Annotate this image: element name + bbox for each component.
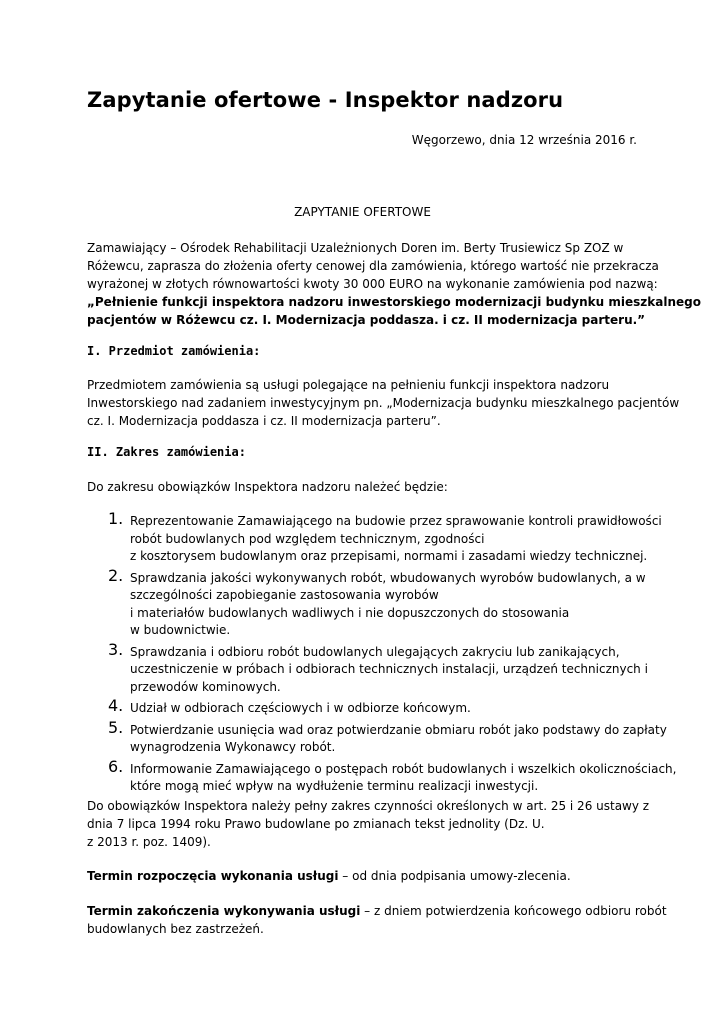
- start-term-text: – od dnia podpisania umowy-zlecenia.: [338, 869, 571, 883]
- list-item-line: wynagrodzenia Wykonawcy robót.: [130, 740, 336, 754]
- start-term-label: Termin rozpoczęcia wykonania usługi: [87, 869, 339, 883]
- document-date: Węgorzewo, dnia 12 września 2016 r.: [411, 133, 637, 147]
- list-item-line: Reprezentowanie Zamawiającego na budowie przez sprawowanie kontroli prawidłowości: [130, 514, 662, 528]
- section-1-line: Inwestorskiego nad zadaniem inwestycyjnym pn. „Modernizacja budynku mieszkalnego pacjentów: [87, 396, 680, 410]
- list-item: [100, 756, 677, 796]
- list-item-line: Sprawdzania jakości wykonywanych robót, wbudowanych wyrobów budowlanych, a w: [130, 570, 646, 585]
- list-item-number: 3.: [108, 639, 124, 659]
- intro-line: Zamawiający – Ośrodek Rehabilitacji Uzależnionych Doren im. Berty Trusiewicz Sp ZOZ w: [87, 241, 624, 255]
- scope-note-line: dnia 7 lipca 1994 roku Prawo budowlane po zmianach tekst jednolity (Dz. U.: [87, 817, 545, 831]
- section-1-line: Przedmiotem zamówienia są usługi polegające na pełnieniu funkcji inspektora nadzoru: [87, 378, 610, 392]
- section-1-heading: I. Przedmiot zamówienia:: [87, 344, 261, 358]
- end-term-paragraph: [87, 902, 667, 938]
- end-term-text: – z dniem potwierdzenia końcowego odbioru robót: [360, 904, 667, 918]
- list-item-line: robót budowlanych pod względem technicznym, zgodności: [130, 531, 485, 546]
- scope-note-paragraph: [87, 797, 650, 851]
- scope-note-line: z 2013 r. poz. 1409).: [87, 835, 211, 849]
- list-item-line: uczestniczenie w próbach i odbiorach technicznych instalacji, urządzeń technicznych i: [130, 662, 648, 676]
- list-item-number: 6.: [108, 756, 124, 776]
- scope-note-line: Do obowiązków Inspektora należy pełny zakres czynności określonych w art. 25 i 26 ustawy z: [87, 799, 650, 813]
- list-item-line: w budownictwie.: [130, 623, 231, 637]
- section-2-intro: Do zakresu obowiązków Inspektora nadzoru należeć będzie:: [87, 480, 448, 494]
- list-item-line: szczególności zapobieganie zastosowania wyrobów: [130, 588, 439, 602]
- list-item: [100, 639, 660, 697]
- list-item-line: Sprawdzania i odbioru robót budowlanych ulegających zakryciu lub zanikających,: [130, 644, 620, 659]
- list-item: [100, 565, 660, 640]
- list-item: [100, 696, 660, 718]
- end-term-text-continued: budowlanych bez zastrzeżeń.: [87, 922, 264, 936]
- section-1-paragraph: [87, 376, 680, 430]
- list-item-line: Informowanie Zamawiającego o postępach robót budowlanych i wszelkich okolicznościach,: [130, 761, 677, 776]
- list-item-number: 4.: [108, 696, 124, 715]
- document-title: Zapytanie ofertowe - Inspektor nadzoru: [87, 88, 564, 112]
- list-item-line: przewodów kominowych.: [130, 679, 281, 694]
- intro-line: Różewcu, zaprasza do złożenia oferty cenowej dla zamówienia, którego wartość nie przekracza: [87, 259, 659, 273]
- section-1-line: cz. I. Modernizacja poddasza i cz. II modernizacja parteru”.: [87, 414, 441, 428]
- list-item-number: 5.: [108, 717, 124, 737]
- list-item-line: które mogą mieć wpływ na wydłużenie terminu realizacji inwestycji.: [130, 779, 539, 793]
- intro-line: wyrażonej w złotych równowartości kwoty 30 000 EURO na wykonanie zamówienia pod nazwą:: [87, 277, 658, 291]
- section-2-heading: II. Zakres zamówienia:: [87, 445, 246, 459]
- list-item-line: Potwierdzanie usunięcia wad oraz potwierdzanie obmiaru robót jako podstawy do zapłaty: [130, 722, 667, 737]
- list-item-line: i materiałów budowlanych wadliwych i nie dopuszczonych do stosowania: [130, 605, 570, 620]
- section-heading-main: ZAPYTANIE OFERTOWE: [294, 205, 431, 219]
- end-term-label: Termin zakończenia wykonywania usługi: [87, 904, 361, 918]
- duties-list: [100, 509, 677, 796]
- list-item-number: 2.: [108, 565, 124, 585]
- intro-paragraph: [87, 239, 701, 329]
- project-name-line: pacjentów w Różewcu cz. I. Modernizacja poddasza. i cz. II modernizacja parteru.”: [87, 313, 646, 327]
- list-item: [100, 717, 667, 757]
- list-item-number: 1.: [108, 509, 124, 528]
- list-item: [100, 509, 662, 566]
- start-term-paragraph: [87, 867, 647, 885]
- list-item-line: z kosztorysem budowlanym oraz przepisami, normami i zasadami wiedzy technicznej.: [130, 549, 648, 563]
- project-name-line: „Pełnienie funkcji inspektora nadzoru inwestorskiego modernizacji budynku mieszkalnego: [87, 295, 701, 309]
- list-item-line: Udział w odbiorach częściowych i w odbiorze końcowym.: [130, 701, 471, 715]
